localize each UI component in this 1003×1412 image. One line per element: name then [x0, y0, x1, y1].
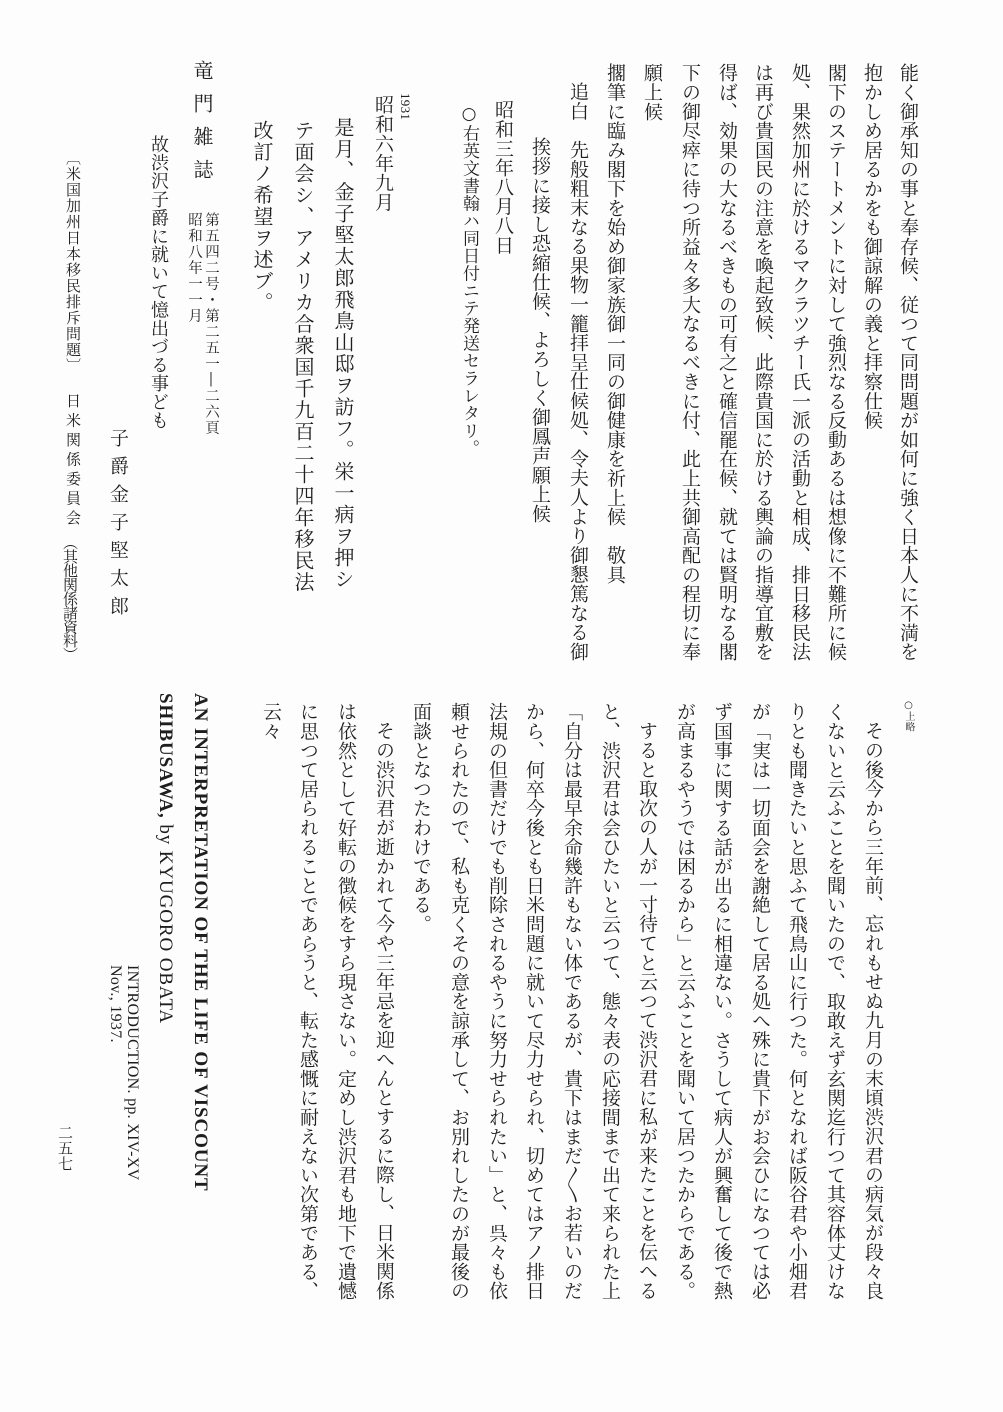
article-line: が高まるやうでは困るから」と云ふことを聞いて居つたからである。: [674, 702, 696, 1301]
citation-section: INTRODUCTION. pp. XIV-XV: [124, 965, 141, 1181]
year-margin: 1931: [398, 93, 413, 121]
article-line: から、何卒今後とも日米問題に就いて尽力せられ、切めてはアノ排日: [523, 702, 545, 1301]
journal-title: 竜門雑誌: [190, 60, 214, 192]
article-line: 云々: [260, 702, 282, 741]
citation-title-end: SHIBUSAWA,: [155, 693, 176, 819]
letter-line: 処、果然加州に於けるマクラツチー氏一派の活動と相成、排日移民法: [789, 63, 811, 662]
journal-issue-date: 昭和八年一一月: [186, 212, 202, 324]
article-line: と、渋沢君は会ひたいと云つて、態々表の応接間まで出て来られた上: [599, 702, 621, 1301]
letter-line: 願上候: [641, 63, 663, 121]
article-line: 法規の但書だけでも削除されるやうに努力せられたい」と、呉々も依: [486, 702, 508, 1301]
letter-line: 抱かしめ居るかをも御諒解の義と拝察仕候: [861, 63, 883, 430]
omission-note: ○上略: [903, 700, 914, 732]
journal-issue: 第五四二号・第二五一―二六頁: [203, 212, 219, 436]
entry-summary-line: 是月、金子堅太郎飛鳥山邸ヲ訪フ。栄一病ヲ押シ: [331, 117, 355, 590]
letter-line: 能く御承知の事と奉存候、従つて同問題が如何に強く日本人に不満を: [897, 63, 919, 662]
letter-line: 閣下のステートメントに対して強烈なる反動あるは想像に不難所に候: [825, 63, 847, 662]
article-line: りとも聞きたいと思ふて飛鳥山に行つた。何となれば阪谷君や小畑君: [786, 702, 808, 1301]
article-title: 故渋沢子爵に就いて憶出づる事ども: [148, 135, 169, 430]
entry-summary-line: 改訂ノ希望ヲ述ブ。: [250, 120, 274, 314]
article-line: くないと云ふことを聞いたので、取敢えず玄関迄行つて其容体丈けな: [824, 702, 846, 1301]
article-line: ず国事に関する話が出るに相違ない。さうして病人が興奮して後で熱: [711, 702, 733, 1301]
section-heading: 〔米国加州日本移民排斥問題〕: [64, 150, 82, 374]
related-materials-heading: （其他関係諸資料）: [61, 535, 79, 661]
citation-title-line2: [155, 693, 175, 1024]
citation-date: Nov., 1937.: [107, 965, 124, 1043]
article-line: 頼せられたので、私も克くその意を諒承して、お別れしたのが最後の: [448, 702, 470, 1301]
article-line: 「自分は最早余命幾許もない体であるが、貴下はまだ〳〵お若いのだ: [561, 702, 583, 1300]
citation-title: AN INTERPRETATION OF THE LIFE OF VISCOUNT: [190, 693, 211, 1192]
citation-author: by KYUGORO OBATA: [155, 818, 176, 1025]
letter-date: 昭和三年八月八日: [492, 100, 514, 255]
letter-postscript: 挨拶に接し恐縮仕候、よろしく御鳳声願上候: [529, 137, 551, 523]
letter-line: は再び貴国民の注意を喚起致候、此際貴国に於ける輿論の指導宜敷を: [752, 63, 774, 662]
article-line: 面談となつたわけである。: [410, 702, 432, 934]
article-line: に思つて居られることであらうと、転た感慨に耐えない次第である、: [297, 702, 319, 1301]
article-line: は依然として好転の徴候をすら現さない。定めし渋沢君も地下で遺憾: [335, 702, 357, 1301]
page-number: 二五七: [56, 1125, 74, 1171]
article-line: すると取次の人が一寸待てと云つて渋沢君に私が来たことを伝へる: [636, 721, 658, 1300]
letter-line: 下の御尽瘁に待つ所益々多大なるべきに付、此上共御高配の程切に奉: [679, 63, 701, 662]
letter-line: 得ば、効果の大なるべきもの可有之と確信罷在候、就ては賢明なる閣: [716, 63, 738, 662]
article-line: その渋沢君が逝かれて今や三年忌を迎へんとするに際し、日米関係: [373, 721, 395, 1300]
article-line: が「実は一切面会を謝絶して居る処へ殊に貴下がお会ひになつては必: [749, 702, 771, 1301]
letter-note: ○右英文書翰ハ同日付ニテ発送セラレタリ。: [459, 104, 479, 457]
letter-closing: 擱筆に臨み閣下を始め御家族御一同の御健康を祈上候 敬具: [604, 63, 626, 585]
article-line: その後今から三年前、忘れもせぬ九月の末頃渋沢君の病気が段々良: [862, 721, 884, 1300]
entry-summary-line: テ面会シ、アメリカ合衆国千九百二十四年移民法: [291, 120, 315, 593]
committee-heading: 日米関係委員会: [64, 393, 82, 530]
entry-date: 昭和六年九月: [372, 95, 394, 212]
letter-postscript: 追白 先般粗末なる果物一籠拝呈仕候処、令夫人より御懇篤なる御: [567, 82, 589, 661]
article-author: 子爵金子堅太郎: [107, 428, 129, 624]
